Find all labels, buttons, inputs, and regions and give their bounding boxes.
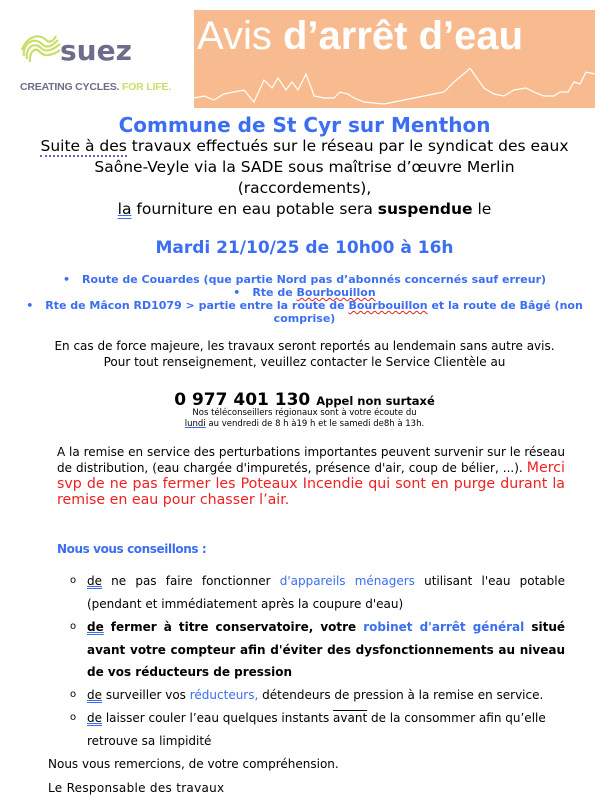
intro-line-1: Suite à des travaux effectués sur le réseau par le syndicat des eaux [40,137,569,155]
intro-line-2: Saône-Veyle via la SADE sous maîtrise d’œuvre Merlin [94,158,515,176]
remise-paragraph: A la remise en service des perturbations importantes peuvent survenir sur le réseau de distribution, (eau chargée d'impuretés, présence d'air, coup de bélier, ...). Merci svp de ne pas fermer les Poteaux Incendie qui sont en purge durant la remise en eau pour chasser l’air. [57,445,565,508]
circle-bullet-icon: o [70,575,77,586]
brand-tagline: CREATING CYCLES. FOR LIFE. [20,81,171,93]
hours-line-2: lundi au vendredi de 8 h à19 h et le samedi de8h à 13h. [184,419,425,429]
suez-swirl-icon [20,30,62,70]
force-majeure-note: En cas de force majeure, les travaux seront reportés au lendemain sans autre avis. [54,339,555,353]
advice-item: o de fermer à titre conservatoire, votre robinet d'arrêt général situé avant votre compteur afin d'éviter des dysfonctionnements au niveau de vos réducteurs de pression [70,616,565,684]
intro-line-4: la fourniture en eau potable sera suspendue le [117,200,492,218]
advice-item: o de surveiller vos réducteurs, détendeurs de pression à la remise en service. [70,684,565,707]
phone-note: Appel non surtaxé [316,394,435,408]
street-item: • Rte de Bourbouillon [233,286,376,299]
circle-bullet-icon: o [70,689,77,700]
brand-wordmark: suez [60,34,132,67]
suez-logo [20,30,190,100]
hours-line-1: Nos téléconseillers régionaux sont à votre écoute du [192,408,417,418]
notice-banner [194,10,595,108]
commune-title: Commune de St Cyr sur Menthon [118,113,491,137]
advice-heading: Nous vous conseillons : [57,542,207,556]
hydrant-warning: Merci svp de ne pas fermer les Poteaux Incendie qui sont en purge durant la remise en eau pour chasser l’air. [57,460,565,508]
skyline-illustration [194,68,595,108]
intro-line-3: (raccordements), [237,179,372,197]
street-item: • Rte de Mâcon RD1079 > partie entre la route de Bourbouillon et la route de Bâgé (non [26,299,583,312]
phone-line [0,390,609,410]
street-item: • Route de Couardes (que partie Nord pas d’abonnés concernés sauf erreur) [62,273,547,286]
advice-item: o de ne pas faire fonctionner d'appareils ménagers utilisant l'eau potable (pendant et immédiatement après la coupure d'eau) [70,570,565,615]
outage-date: Mardi 21/10/25 de 10h00 à 16h [155,238,454,258]
thanks-line: Nous vous remercions, de votre compréhension. [48,757,339,771]
advice-item: o de laisser couler l’eau quelques instants avant de la consommer afin qu’elle retrouve sa limpidité [70,707,565,752]
circle-bullet-icon: o [70,712,77,723]
banner-title: Avis d’arrêt d’eau [197,14,524,58]
street-item-continued: comprise) [273,312,336,325]
circle-bullet-icon: o [70,621,77,632]
signature-line: Le Responsable des travaux [48,781,225,795]
phone-number: 0 977 401 130 [174,390,311,410]
contact-line: Pour tout renseignement, veuillez contacter le Service Clientèle au [103,355,506,369]
